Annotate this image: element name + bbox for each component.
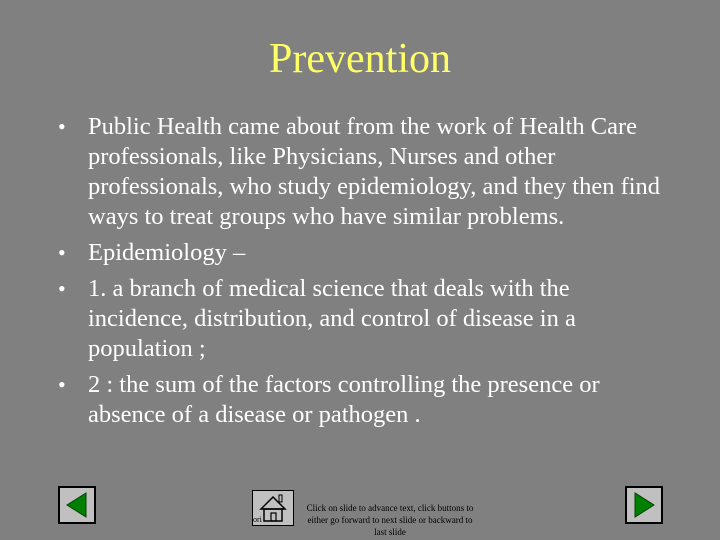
right-triangle-icon: [627, 488, 661, 522]
navigation-help-text: Click on slide to advance text, click buttons to either go forward to next slide or backward to last slide: [306, 503, 474, 537]
home-label: ori: [253, 515, 262, 524]
next-slide-button[interactable]: [625, 486, 663, 524]
bullet-item: [58, 112, 668, 232]
bullet-text: 2 : the sum of the factors controlling the presence or absence of a disease or pathogen .: [88, 371, 600, 428]
previous-slide-button[interactable]: [58, 486, 96, 524]
slide-title: Prevention: [269, 36, 451, 82]
bullet-item: [58, 238, 668, 268]
bullet-icon: •: [58, 276, 66, 301]
bullet-icon: •: [58, 114, 66, 139]
left-triangle-icon: [60, 488, 94, 522]
bullet-item: [58, 370, 668, 430]
bullet-icon: •: [58, 240, 66, 265]
bullet-text: Epidemiology –: [88, 239, 246, 266]
bullet-icon: •: [58, 372, 66, 397]
bullet-text: 1. a branch of medical science that deals with the incidence, distribution, and control of disease in a population ;: [88, 275, 576, 362]
bullet-text: Public Health came about from the work of Health Care professionals, like Physicians, Nurses and other professionals, who study epidemiology, and they then find ways to treat groups who have similar problems.: [88, 113, 661, 230]
bullet-item: [58, 274, 668, 364]
bullet-list: [58, 112, 668, 436]
